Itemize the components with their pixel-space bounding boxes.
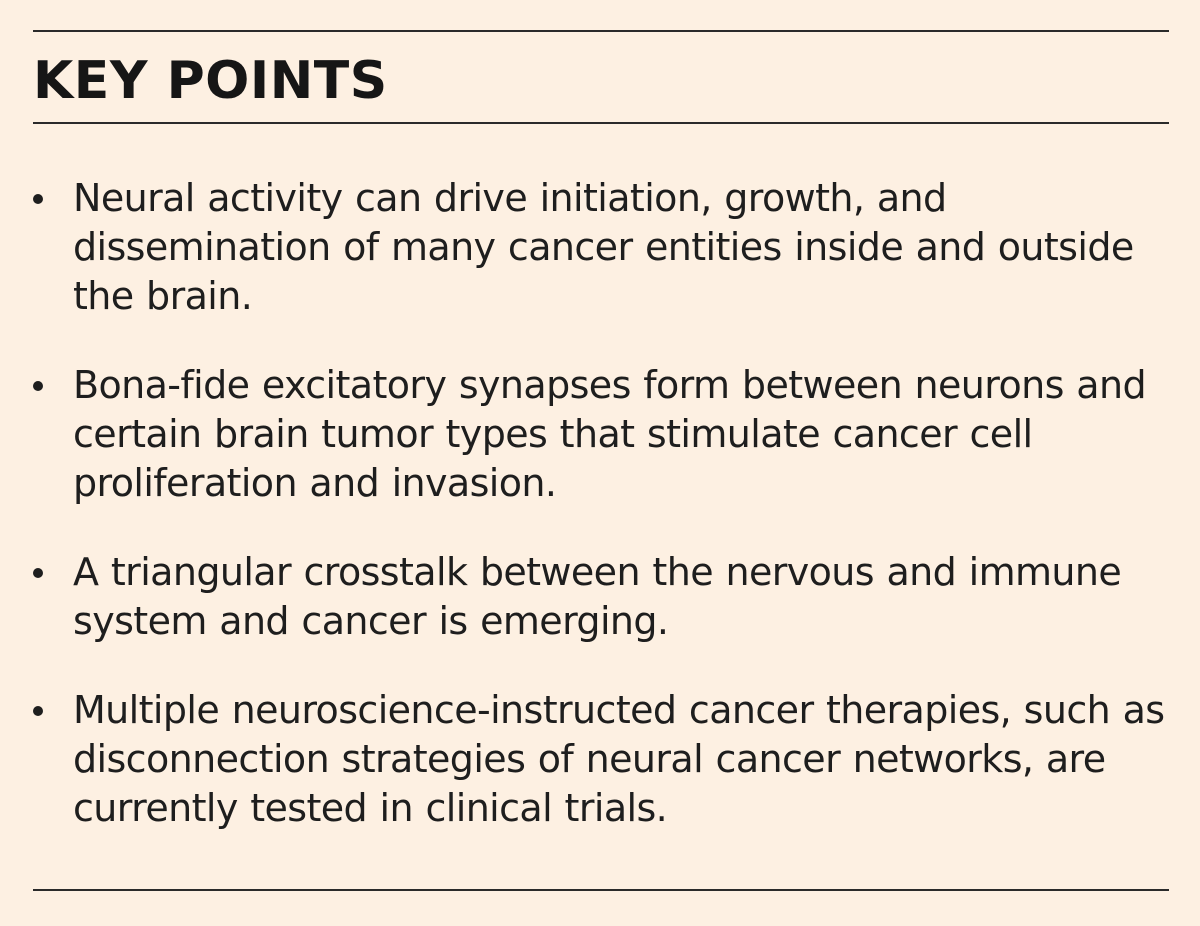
bullet-icon xyxy=(33,706,43,716)
bullet-icon xyxy=(33,381,43,391)
key-point-text: Bona-fide excitatory synapses form between neurons and certain brain tumor types that stimulate cancer cell proliferation and invasion. xyxy=(73,363,1146,505)
key-point-text: Neural activity can drive initiation, growth, and dissemination of many cancer entities inside and outside the brain. xyxy=(73,176,1134,318)
key-points-title: KEY POINTS xyxy=(33,51,388,111)
title-divider xyxy=(33,122,1169,124)
top-rule xyxy=(33,30,1169,32)
key-points-list xyxy=(33,174,1183,873)
key-point-item xyxy=(33,686,1183,833)
key-point-text: A triangular crosstalk between the nervous and immune system and cancer is emerging. xyxy=(73,550,1122,643)
bottom-rule xyxy=(33,889,1169,891)
key-point-item xyxy=(33,174,1183,321)
bullet-icon xyxy=(33,568,43,578)
key-point-item xyxy=(33,361,1183,508)
bullet-icon xyxy=(33,194,43,204)
key-point-text: Multiple neuroscience-instructed cancer therapies, such as disconnection strategies of neural cancer networks, are currently tested in clinical trials. xyxy=(73,688,1165,830)
key-point-item xyxy=(33,548,1183,646)
